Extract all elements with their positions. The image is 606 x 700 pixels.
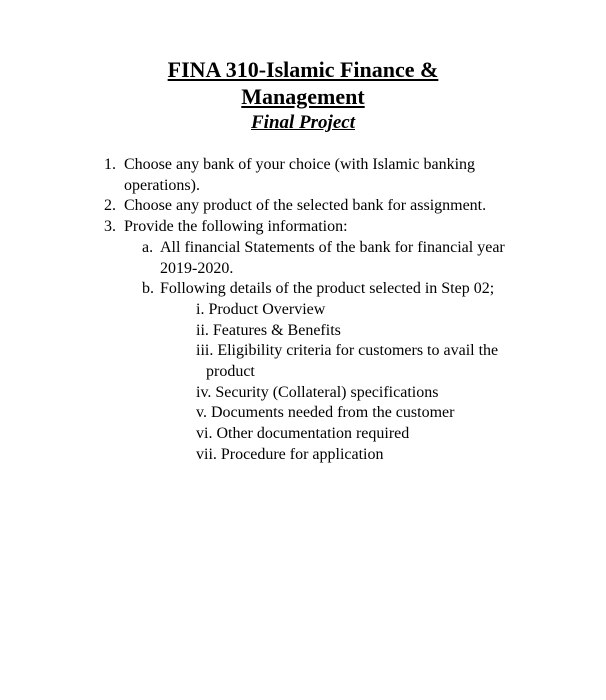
list-number-2: 2. xyxy=(104,197,116,215)
detail-text-2: ii. Features & Benefits xyxy=(196,321,341,339)
sub-letter-a: a. xyxy=(142,238,154,256)
sub-text-b: Following details of the product selected in Step 02; xyxy=(160,280,495,298)
detail-text-3: iii. Eligibility criteria for customers to avail the product xyxy=(196,342,499,381)
detail-item-3 xyxy=(0,341,606,382)
title-block xyxy=(0,56,606,136)
sub-item-a xyxy=(0,238,606,279)
course-title-line-2: Management xyxy=(241,84,365,109)
list-text-2: Choose any product of the selected bank for assignment. xyxy=(124,197,487,215)
list-number-1: 1. xyxy=(104,156,116,173)
project-subtitle: Final Project xyxy=(251,112,355,133)
sub-letter-b: b. xyxy=(142,280,154,298)
sub-text-a: All financial Statements of the bank for financial year 2019-2020. xyxy=(160,238,505,277)
detail-text-6: vi. Other documentation required xyxy=(196,425,410,443)
sub-item-b xyxy=(0,279,606,300)
detail-item-6 xyxy=(0,424,606,445)
detail-text-1: i. Product Overview xyxy=(196,300,326,318)
instructions-list xyxy=(0,155,606,466)
detail-text-7: vii. Procedure for application xyxy=(196,445,384,463)
detail-item-4 xyxy=(0,383,606,404)
course-title-line-1: FINA 310-Islamic Finance & xyxy=(167,57,439,82)
list-number-3: 3. xyxy=(104,218,116,236)
list-item-2 xyxy=(0,196,606,217)
detail-item-1 xyxy=(0,300,606,321)
detail-item-7 xyxy=(0,445,606,466)
list-text-3: Provide the following information: xyxy=(124,218,348,236)
detail-text-4: iv. Security (Collateral) specifications xyxy=(196,383,439,401)
list-item-1 xyxy=(0,155,606,196)
list-item-3 xyxy=(0,217,606,238)
detail-item-2 xyxy=(0,321,606,342)
detail-item-5 xyxy=(0,403,606,424)
list-text-1: Choose any bank of your choice (with Islamic banking operations). xyxy=(124,156,476,194)
detail-text-5: v. Documents needed from the customer xyxy=(196,404,455,422)
